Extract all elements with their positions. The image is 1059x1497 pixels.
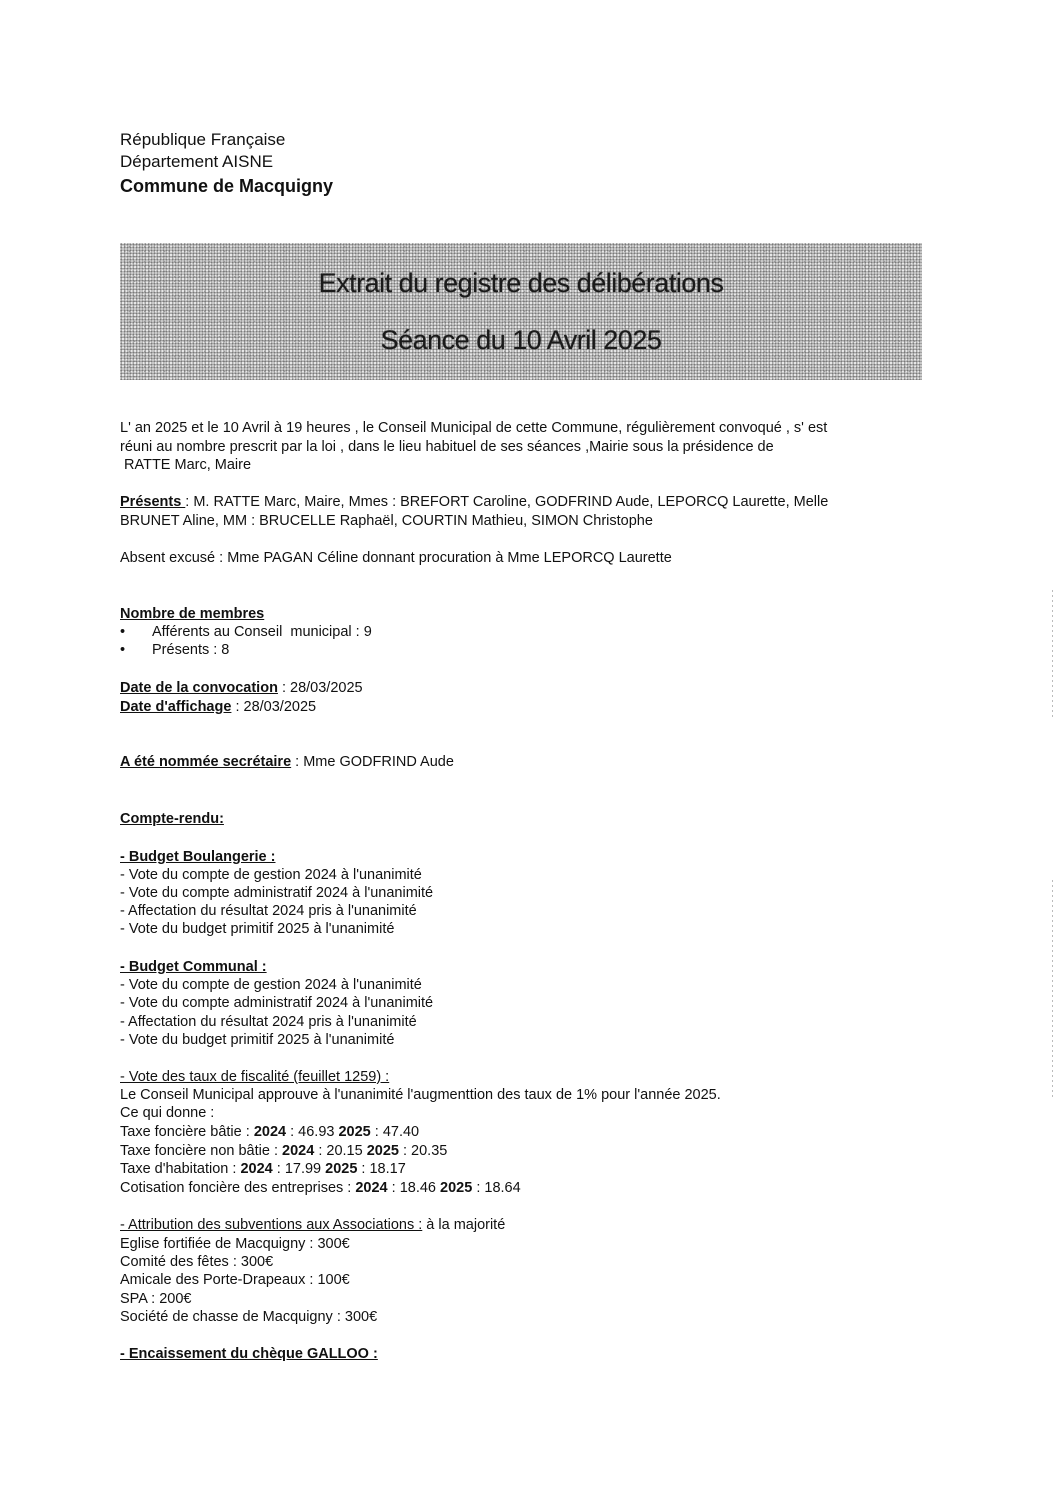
fiscalite-line-1: Le Conseil Municipal approuve à l'unanimité l'augmenttion des taux de 1% pour l'année 2025. xyxy=(120,1087,721,1103)
list-item: - Vote du budget primitif 2025 à l'unanimité xyxy=(120,921,395,937)
list-item: - Affectation du résultat 2024 pris à l'unanimité xyxy=(120,1014,417,1030)
list-item: - Vote du budget primitif 2025 à l'unanimité xyxy=(120,1032,395,1048)
taux-value: : 18.64 xyxy=(472,1180,521,1196)
list-item: - Vote du compte de gestion 2024 à l'unanimité xyxy=(120,867,422,883)
intro-line-2: réuni au nombre prescrit par la loi , dans le lieu habituel de ses séances ,Mairie sous la présidence de xyxy=(120,439,774,455)
budget-boulangerie-title: - Budget Boulangerie : xyxy=(120,849,276,865)
banner-title: Extrait du registre des délibérations xyxy=(318,268,724,298)
taux-year: 2024 xyxy=(253,1124,287,1140)
taux-sep: : xyxy=(269,1143,283,1159)
taux-row xyxy=(120,1123,419,1142)
budget-communal-title: - Budget Communal : xyxy=(120,959,267,975)
membres-item xyxy=(120,641,229,660)
presents-line-1 xyxy=(120,493,828,512)
intro-line-1: L' an 2025 et le 10 Avril à 19 heures , le Conseil Municipal de cette Commune, régulièrement convoqué , s' est xyxy=(120,420,828,436)
list-item: Amicale des Porte-Drapeaux : 100€ xyxy=(120,1272,350,1288)
date-convocation-value: : 28/03/2025 xyxy=(277,680,363,696)
taux-year: 2025 xyxy=(440,1180,473,1196)
taux-year: 2025 xyxy=(366,1143,399,1159)
secretaire-label: A été nommée secrétaire xyxy=(120,754,292,770)
taux-sep: : xyxy=(228,1161,241,1177)
list-item: - Vote du compte de gestion 2024 à l'unanimité xyxy=(120,977,422,993)
presents-list-1: : M. RATTE Marc, Maire, Mmes : BREFORT Caroline, GODFRIND Aude, LEPORCQ Laurette, Melle xyxy=(185,494,829,510)
title-banner xyxy=(120,243,922,380)
taux-label: Cotisation foncière des entreprises xyxy=(120,1180,344,1196)
taux-value: : 18.46 xyxy=(387,1180,441,1196)
bullet-icon: • xyxy=(120,624,126,640)
date-affichage-label: Date d'affichage xyxy=(120,699,232,715)
scan-artifact xyxy=(1052,590,1053,720)
taux-value: : 18.17 xyxy=(357,1161,406,1177)
taux-label: Taxe d'habitation xyxy=(120,1161,229,1177)
fiscalite-line-2: Ce qui donne : xyxy=(120,1105,215,1121)
compte-rendu-heading: Compte-rendu: xyxy=(120,811,224,827)
header-republique: République Française xyxy=(120,130,286,149)
date-affichage xyxy=(120,698,316,717)
taux-value: : 20.15 xyxy=(314,1143,367,1159)
taux-value: : 17.99 xyxy=(272,1161,326,1177)
list-item: - Affectation du résultat 2024 pris à l'unanimité xyxy=(120,903,417,919)
taux-sep: : xyxy=(343,1180,356,1196)
date-affichage-value: : 28/03/2025 xyxy=(231,699,317,715)
scan-artifact xyxy=(1052,880,1053,1100)
taux-sep: : xyxy=(241,1124,254,1140)
taux-label: Taxe foncière bâtie xyxy=(120,1124,242,1140)
taux-row xyxy=(120,1179,521,1198)
taux-year: 2025 xyxy=(338,1124,371,1140)
membres-label: Nombre de membres xyxy=(120,606,265,622)
bullet-icon: • xyxy=(120,642,126,658)
secretaire-line xyxy=(120,753,454,772)
taux-year: 2025 xyxy=(325,1161,358,1177)
absent-line: Absent excusé : Mme PAGAN Céline donnant procuration à Mme LEPORCQ Laurette xyxy=(120,550,672,566)
subventions-title: - Attribution des subventions aux Associations : xyxy=(120,1217,423,1233)
secretaire-value: : Mme GODFRIND Aude xyxy=(291,754,454,770)
date-convocation xyxy=(120,679,363,698)
subventions-title-line xyxy=(120,1216,505,1235)
taux-row xyxy=(120,1160,406,1179)
membres-afferents: Afférents au Conseil municipal : 9 xyxy=(152,624,372,640)
date-convocation-label: Date de la convocation xyxy=(120,680,278,696)
list-item: Eglise fortifiée de Macquigny : 300€ xyxy=(120,1236,350,1252)
list-item: - Vote du compte administratif 2024 à l'unanimité xyxy=(120,995,434,1011)
banner-seance: Séance du 10 Avril 2025 xyxy=(380,325,662,355)
taux-row xyxy=(120,1142,447,1161)
list-item: Société de chasse de Macquigny : 300€ xyxy=(120,1309,378,1325)
presents-line-2: BRUNET Aline, MM : BRUCELLE Raphaël, COURTIN Mathieu, SIMON Christophe xyxy=(120,513,653,529)
presents-label: Présents xyxy=(120,494,186,510)
taux-year: 2024 xyxy=(355,1180,388,1196)
encaissement-title: - Encaissement du chèque GALLOO : xyxy=(120,1346,378,1362)
taux-value: : 47.40 xyxy=(370,1124,420,1140)
taux-year: 2024 xyxy=(240,1161,273,1177)
intro-line-3: RATTE Marc, Maire xyxy=(120,457,252,473)
header-commune: Commune de Macquigny xyxy=(120,176,334,196)
membres-presents: Présents : 8 xyxy=(152,642,230,658)
taux-value: : 20.35 xyxy=(398,1143,448,1159)
list-item: - Vote du compte administratif 2024 à l'unanimité xyxy=(120,885,434,901)
fiscalite-title: - Vote des taux de fiscalité (feuillet 1259) : xyxy=(120,1069,390,1085)
list-item: Comité des fêtes : 300€ xyxy=(120,1254,274,1270)
subventions-suffix: à la majorité xyxy=(422,1217,506,1233)
membres-item xyxy=(120,623,372,642)
taux-year: 2024 xyxy=(282,1143,315,1159)
taux-value: : 46.93 xyxy=(286,1124,339,1140)
list-item: SPA : 200€ xyxy=(120,1291,192,1307)
header-departement: Département AISNE xyxy=(120,152,274,171)
taux-label: Taxe foncière non bâtie xyxy=(120,1143,270,1159)
